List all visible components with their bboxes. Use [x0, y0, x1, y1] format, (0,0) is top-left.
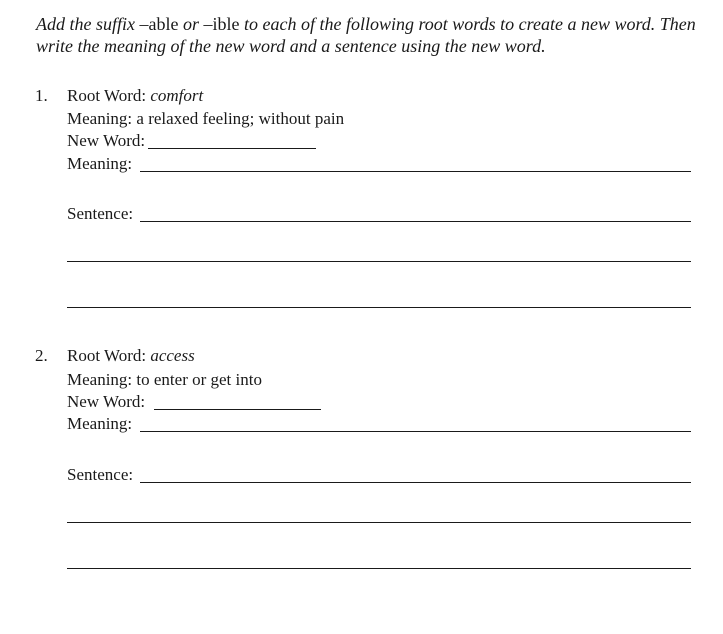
root-word-value: comfort — [150, 86, 204, 105]
sentence-label: Sentence: — [67, 204, 134, 223]
new-word-blank[interactable] — [154, 409, 321, 410]
root-word-label: Root Word: — [67, 86, 151, 105]
root-word-row — [67, 345, 195, 367]
sentence-row — [67, 203, 133, 225]
new-word-label: New Word: — [67, 392, 146, 411]
instructions-text — [36, 13, 696, 57]
sentence-blank-3[interactable] — [67, 307, 691, 308]
item-number: 2. — [35, 346, 48, 365]
item-number: 1. — [35, 86, 48, 105]
instructions-part2: or — [178, 14, 204, 34]
instructions-part1: Add the suffix — [36, 14, 140, 34]
suffix-ible: –ible — [203, 14, 240, 34]
new-word-row — [67, 130, 145, 152]
sentence-blank-1[interactable] — [140, 482, 691, 483]
suffix-able: –able — [139, 14, 179, 34]
sentence-label: Sentence: — [67, 465, 134, 484]
sentence-blank-2[interactable] — [67, 261, 691, 262]
root-word-row — [67, 85, 203, 107]
root-meaning-row — [67, 108, 344, 130]
new-word-row — [67, 391, 145, 413]
new-meaning-blank[interactable] — [140, 431, 691, 432]
root-meaning-row — [67, 369, 262, 391]
new-word-label: New Word: — [67, 131, 146, 150]
new-meaning-label: Meaning: — [67, 414, 133, 433]
instructions-part3: to each of the following root words to create a new word. Then write the meaning of the new word and a sentence using the new word. — [36, 14, 696, 56]
sentence-row — [67, 464, 133, 486]
root-meaning-value: a relaxed feeling; without pain — [136, 109, 345, 128]
new-word-blank[interactable] — [148, 148, 316, 149]
new-meaning-row — [67, 153, 132, 175]
sentence-blank-3[interactable] — [67, 568, 691, 569]
root-word-label: Root Word: — [67, 346, 151, 365]
new-meaning-blank[interactable] — [140, 171, 691, 172]
sentence-blank-1[interactable] — [140, 221, 691, 222]
new-meaning-row — [67, 413, 132, 435]
root-meaning-value: to enter or get into — [136, 370, 262, 389]
sentence-blank-2[interactable] — [67, 522, 691, 523]
root-meaning-label: Meaning: — [67, 109, 137, 128]
root-word-value: access — [150, 346, 195, 365]
root-meaning-label: Meaning: — [67, 370, 137, 389]
new-meaning-label: Meaning: — [67, 154, 133, 173]
